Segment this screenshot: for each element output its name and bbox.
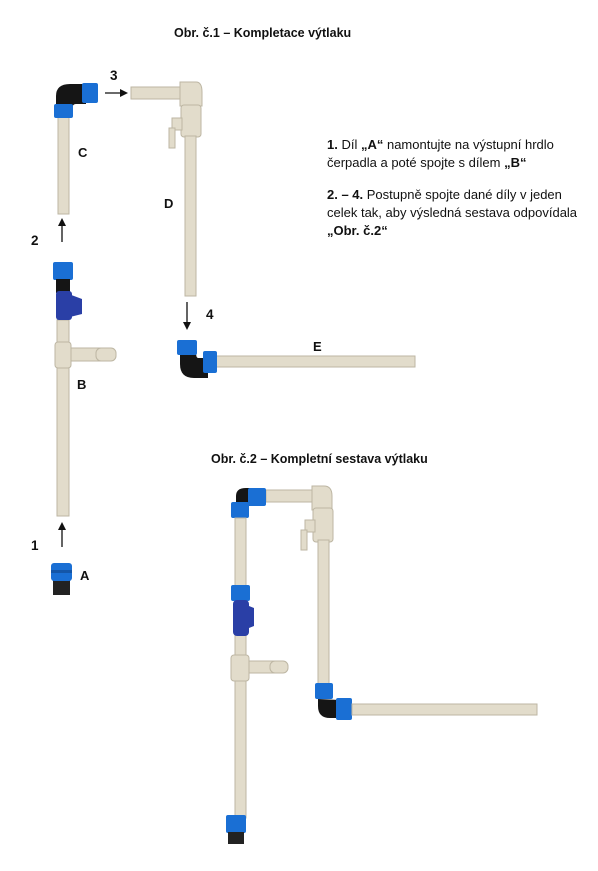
instruction-1-quote-a: „A“ — [360, 137, 384, 152]
instruction-1-number: 1. — [327, 137, 338, 152]
instruction-2-number: 2. – 4. — [327, 187, 364, 202]
part-c-pipe-elbow — [54, 83, 98, 214]
instruction-2-text: Postupně spojte dané díly v jeden celek tak, aby výsledná sestava odpovídala — [327, 187, 578, 220]
part-label-a: A — [80, 568, 90, 583]
figure-1-title: Obr. č.1 – Kompletace výtlaku — [174, 26, 352, 40]
instruction-1-text-a: Díl — [337, 137, 361, 152]
part-d-pipe-tee — [131, 82, 202, 296]
part-label-c: C — [78, 145, 88, 160]
step-number-1: 1 — [31, 538, 39, 553]
step-number-3: 3 — [110, 68, 118, 83]
part-b-pipe-valve-tee — [53, 262, 116, 516]
part-e-elbow-pipe — [177, 340, 415, 378]
part-a-adapter — [51, 563, 72, 595]
part-label-d: D — [164, 196, 174, 211]
instruction-1-quote-b: „B“ — [504, 155, 527, 170]
instruction-2-quote: „Obr. č.2“ — [327, 223, 388, 238]
step-number-4: 4 — [206, 307, 214, 322]
figure-2-title: Obr. č.2 – Kompletní sestava výtlaku — [211, 452, 428, 466]
part-label-b: B — [77, 377, 87, 392]
step-number-2: 2 — [31, 233, 39, 248]
instruction-1-text-b: namontujte na výstupní hrdlo čerpadla a poté spojte s dílem — [327, 137, 554, 170]
complete-assembly — [226, 486, 537, 844]
part-label-e: E — [313, 339, 322, 354]
